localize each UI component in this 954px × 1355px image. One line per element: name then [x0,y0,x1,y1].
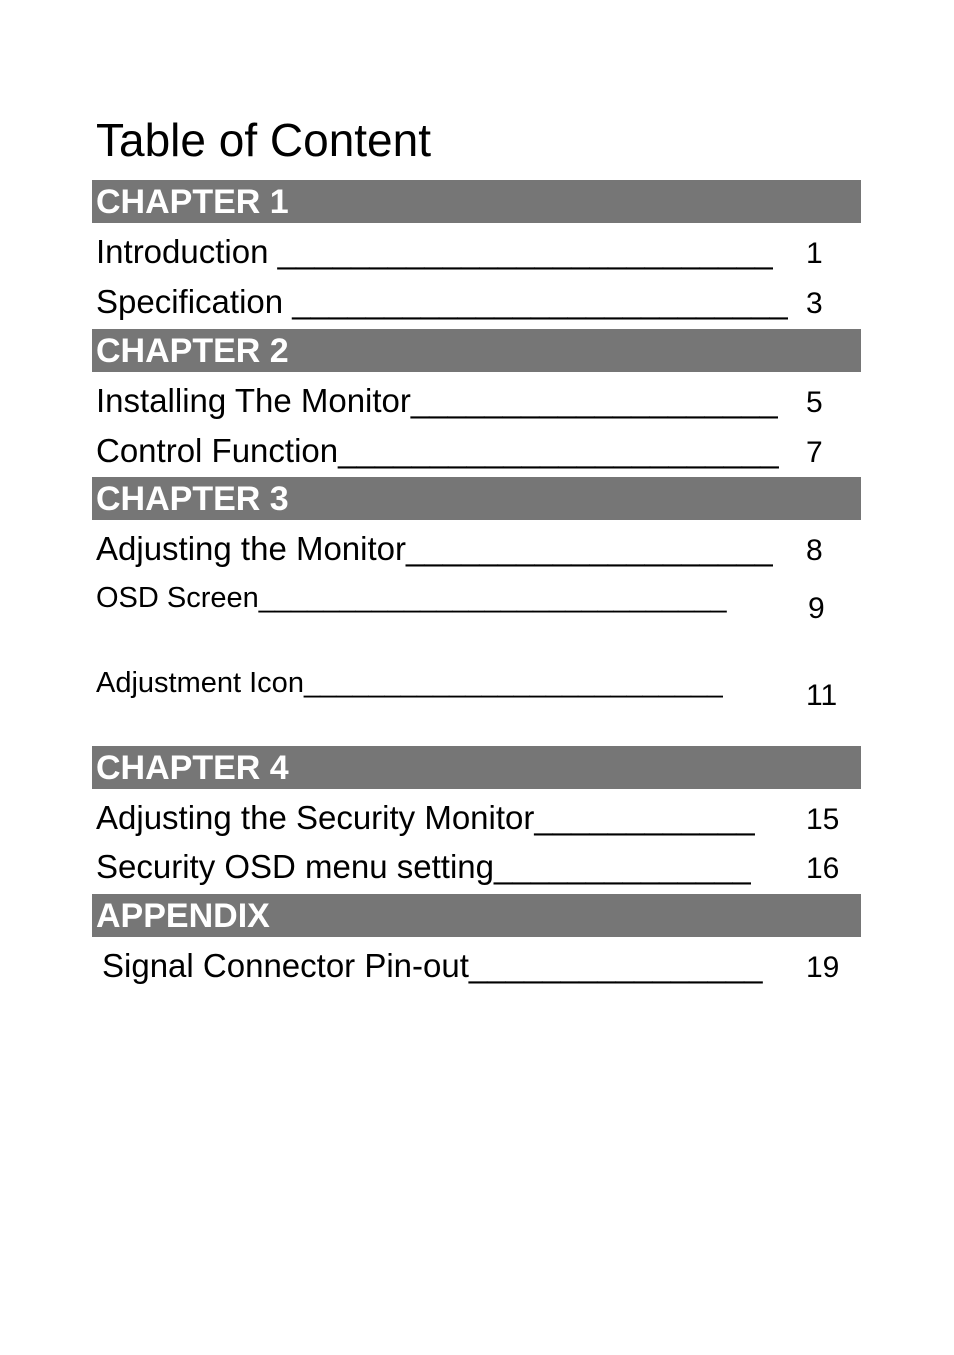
chapter-1-label: CHAPTER 1 [96,183,289,221]
toc-page-adjustment-icon: 11 [806,679,838,712]
toc-page-introduction: 1 [806,237,823,270]
chapter-4-label: CHAPTER 4 [96,749,289,787]
toc-page-control-function: 7 [806,436,823,469]
chapter-2-header [92,329,861,372]
toc-entry-osd-screen[interactable]: OSD Screen_____________________________ [96,582,727,614]
toc-entry-installing-the-monitor[interactable]: Installing The Monitor____________________ [96,382,778,419]
toc-entry-introduction[interactable]: Introduction ___________________________ [96,233,774,270]
toc-entry-specification[interactable]: Specification ___________________________ [96,283,788,320]
toc-entry-control-function[interactable]: Control Function________________________ [96,432,779,469]
toc-page-osd-screen: 9 [808,592,825,625]
toc-page-specification: 3 [806,287,823,320]
toc-entry-signal-connector-pin-out[interactable]: Signal Connector Pin-out________________ [102,947,763,984]
page-title: Table of Content [96,114,432,166]
chapter-3-header [92,477,861,520]
toc-page-signal-connector-pin-out: 19 [806,951,840,984]
toc-entry-adjusting-the-monitor[interactable]: Adjusting the Monitor____________________ [96,530,774,567]
appendix-header [92,894,861,937]
toc-entry-security-osd-menu-setting[interactable]: Security OSD menu setting______________ [96,848,751,885]
appendix-label: APPENDIX [96,897,270,935]
toc-page-security-osd-menu-setting: 16 [806,852,840,885]
chapter-1-header [92,180,861,223]
chapter-2-label: CHAPTER 2 [96,332,289,370]
toc-page-adjusting-the-security-monitor: 15 [806,803,840,836]
toc-page-adjusting-the-monitor: 8 [806,534,823,567]
chapter-4-header [92,746,861,789]
toc-entry-adjustment-icon[interactable]: Adjustment Icon__________________________ [96,667,724,699]
chapter-3-label: CHAPTER 3 [96,480,289,518]
toc-page-installing-the-monitor: 5 [806,386,823,419]
toc-entry-adjusting-the-security-monitor[interactable]: Adjusting the Security Monitor____________ [96,799,755,836]
